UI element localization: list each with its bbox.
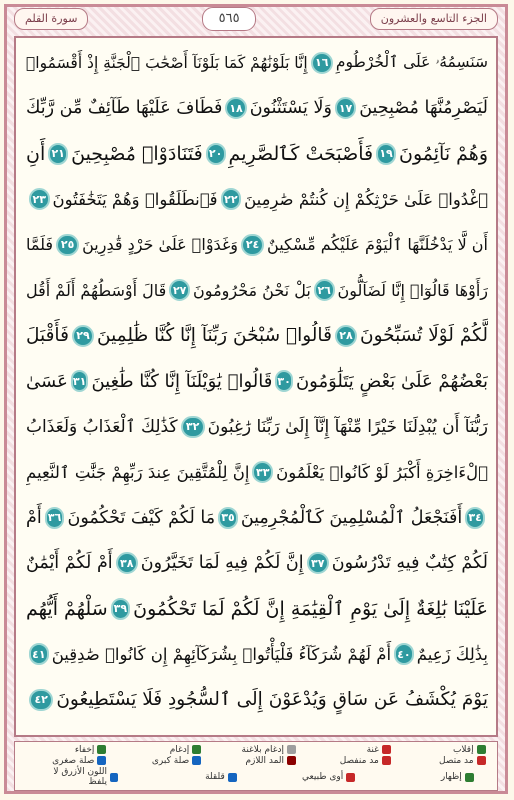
ayah-number-marker: ٣٠: [275, 370, 293, 392]
ayah-number-marker: ٢٧: [169, 279, 190, 301]
ayah-number-marker: ٤٠: [394, 643, 414, 665]
ayah-number-marker: ١٧: [335, 97, 356, 119]
legend-swatch: [97, 756, 106, 765]
verse-text: بَعْضُهُمْ عَلَىٰ بَعْضٍ يَتَلَٰوَمُونَ: [295, 370, 488, 392]
legend-label: اللون الأزرق لا يلفظ: [53, 767, 108, 788]
text-line: [26, 404, 488, 450]
verse-text: وَهُمْ نَآئِمُونَ: [399, 142, 488, 165]
verse-text: فَتَنَادَوْا۟ مُصْبِحِينَ: [71, 142, 203, 165]
legend-item: [121, 756, 201, 766]
text-line: [26, 40, 488, 86]
legend-label: إدغام: [169, 744, 190, 755]
ayah-number-marker: ٢٣: [29, 188, 50, 210]
legend-item: [121, 745, 201, 755]
verse-text: رَأَوْهَا قَالُوٓا۟ إِنَّا لَضَآلُّونَ: [337, 280, 488, 300]
ayah-number-marker: ٣٦: [45, 507, 65, 529]
ayah-number-marker: ٣٨: [116, 552, 138, 574]
text-line: [26, 131, 488, 177]
ayah-number-marker: ٣٥: [218, 507, 238, 529]
verse-text: أَمْ: [26, 507, 42, 528]
verse-text: بَلْ نَحْنُ مَحْرُومُونَ: [193, 280, 311, 300]
verse-text: أَنِ: [26, 142, 46, 165]
verse-text: بِذَٰلِكَ زَعِيمٌ: [416, 644, 488, 664]
verse-text: إِنَّ لَكُمْ فِيهِ لَمَا تَخَيَّرُونَ: [140, 553, 304, 574]
legend-item: [26, 756, 106, 766]
ayah-number-marker: ٢٦: [314, 279, 335, 301]
legend-label: المد اللازم: [245, 755, 285, 766]
ayah-number-marker: ٢٨: [335, 325, 357, 347]
verse-text: مَا لَكُمْ كَيْفَ تَحْكُمُونَ: [67, 507, 216, 528]
legend-item: [275, 767, 355, 787]
tajweed-legend: [14, 741, 498, 791]
legend-label: إخفاء: [74, 744, 95, 755]
ayah-number-marker: ٣١: [71, 370, 89, 392]
ayah-number-marker: ١٦: [311, 52, 333, 74]
legend-item: [216, 745, 296, 755]
verse-text: أَفَنَجْعَلُ ٱلْمُسْلِمِينَ كَٱلْمُجْرِمِينَ: [240, 507, 463, 528]
verse-text: أَن لَّا يَدْخُلَنَّهَا ٱلْيَوْمَ عَلَيْكُم مِّسْكِينٌ: [267, 235, 488, 255]
verse-text: ٱلْءَاخِرَةِ أَكْبَرُ لَوْ كَانُوا۟ يَعْلَمُونَ: [276, 462, 488, 482]
legend-item: [26, 745, 106, 755]
legend-swatch: [346, 773, 355, 782]
text-line: [26, 495, 488, 541]
text-line: [26, 450, 488, 496]
verse-text: فَأَصْبَحَتْ كَٱلصَّرِيمِ: [228, 142, 374, 165]
verse-text: عَلَيْنَا بَٰلِغَةٌ إِلَىٰ يَوْمِ ٱلْقِيَٰمَةِ إِنَّ لَكُمْ لَمَا تَحْكُمُونَ: [133, 597, 488, 620]
ayah-number-marker: ٣٣: [252, 461, 273, 483]
legend-label: صلة صغرى: [52, 755, 95, 766]
legend-label: غنة: [366, 744, 379, 755]
verse-text: لَّكُمْ لَوْلَا تُسَبِّحُونَ: [360, 325, 488, 347]
ayah-number-marker: ٤١: [29, 643, 49, 665]
legend-item: [311, 756, 391, 766]
verse-text: قَالُوا۟ يَٰوَيْلَنَآ إِنَّا كُنَّا طَٰغِينَ: [91, 370, 273, 392]
legend-swatch: [287, 756, 296, 765]
verse-text: فَطَافَ عَلَيْهَا طَآئِفٌ مِّن رَّبِّكَ: [26, 98, 223, 119]
legend-item: [406, 745, 486, 755]
verse-text: قَالُوا۟ سُبْحَٰنَ رَبِّنَآ إِنَّا كُنَّا ظَٰلِمِينَ: [97, 325, 332, 347]
ayah-number-marker: ٢٩: [72, 325, 94, 347]
legend-item: [38, 767, 118, 787]
quran-text-lines: [26, 40, 488, 735]
ayah-number-marker: ٢٤: [241, 234, 264, 256]
legend-swatch: [477, 745, 486, 754]
ayah-number-marker: ٣٢: [181, 416, 205, 438]
ayah-number-marker: ٢٢: [221, 188, 242, 210]
legend-label: أوى طبيعي: [302, 772, 344, 783]
ayah-number-marker: ٣٧: [307, 552, 329, 574]
verse-text: وَغَدَوْا۟ عَلَىٰ حَرْدٍ قَٰدِرِينَ: [82, 235, 239, 255]
verse-text: أَمْ لَكُمْ أَيْمَٰنٌ: [26, 553, 113, 574]
surah-label: سورة القلم: [14, 8, 88, 30]
verse-text: إِنَّ لِلْمُتَّقِينَ عِندَ رَبِّهِمْ جَنَّٰتِ ٱلنَّعِيمِ: [26, 462, 250, 482]
text-line: [26, 313, 488, 359]
ayah-number-marker: ١٨: [225, 97, 246, 119]
text-line: [26, 632, 488, 678]
verse-text: رَبُّنَآ أَن يُبْدِلَنَا خَيْرًا مِّنْهَآ إِنَّآ إِلَىٰ رَبِّنَا رَٰغِبُونَ: [207, 416, 488, 437]
page-number: ٥٦٥: [202, 7, 256, 31]
ayah-number-marker: ٢٠: [206, 143, 226, 165]
legend-swatch: [192, 756, 201, 765]
ayah-number-marker: ٢٥: [56, 234, 79, 256]
text-line: [26, 586, 488, 632]
verse-text: فَلَمَّا: [26, 235, 54, 255]
legend-item: [216, 756, 296, 766]
legend-label: إدغام بلاغنة: [241, 744, 285, 755]
text-line: [26, 677, 488, 723]
text-line: [26, 222, 488, 268]
legend-label: إظهار: [440, 772, 462, 783]
legend-swatch: [97, 745, 106, 754]
legend-item: [394, 767, 474, 787]
legend-swatch: [465, 773, 474, 782]
legend-label: قلقلة: [205, 772, 225, 783]
ayah-number-marker: ٢١: [48, 143, 68, 165]
legend-label: صلة كبرى: [151, 755, 190, 766]
verse-text: وَلَا يَسْتَثْنُونَ: [249, 98, 332, 119]
text-line: [26, 86, 488, 132]
verse-text: فَأَقْبَلَ: [26, 325, 69, 347]
legend-swatch: [287, 745, 296, 754]
verse-text: يَوْمَ يُكْشَفُ عَن سَاقٍ وَيُدْعَوْنَ إِلَى ٱلسُّجُودِ فَلَا يَسْتَطِيعُونَ: [56, 689, 488, 711]
legend-item: [311, 745, 391, 755]
verse-text: عَسَىٰ: [26, 370, 68, 392]
text-line: [26, 359, 488, 405]
ayah-number-marker: ٤٢: [29, 689, 53, 711]
legend-swatch: [192, 745, 201, 754]
legend-swatch: [228, 773, 237, 782]
legend-label: إقلاب: [452, 744, 474, 755]
legend-label: مد متصل: [439, 755, 474, 766]
verse-text: سَلْهُمْ أَيُّهُم: [26, 597, 108, 620]
ayah-number-marker: ٣٩: [111, 598, 131, 620]
text-line: [26, 177, 488, 223]
ayah-number-marker: ٣٤: [465, 507, 485, 529]
verse-text: ٱغْدُوا۟ عَلَىٰ حَرْثِكُمْ إِن كُنتُمْ صَٰرِمِينَ: [244, 189, 488, 209]
legend-swatch: [382, 756, 391, 765]
legend-swatch: [477, 756, 486, 765]
verse-text: لَيَصْرِمُنَّهَا مُصْبِحِينَ: [359, 98, 488, 119]
legend-swatch: [382, 745, 391, 754]
text-line: [26, 268, 488, 314]
legend-item: [157, 767, 237, 787]
legend-swatch: [110, 773, 118, 782]
text-line: [26, 541, 488, 587]
ayah-number-marker: ١٩: [376, 143, 396, 165]
legend-label: مد منفصل: [339, 755, 379, 766]
page-header: [14, 6, 498, 32]
verse-text: فَٱنطَلَقُوا۟ وَهُمْ يَتَخَٰفَتُونَ: [52, 189, 218, 209]
verse-text: قَالَ أَوْسَطُهُمْ أَلَمْ أَقُل: [26, 280, 167, 300]
verse-text: أَمْ لَهُمْ شُرَكَآءُ فَلْيَأْتُوا۟ بِشُرَكَآئِهِمْ إِن كَانُوا۟ صَٰدِقِينَ: [51, 644, 392, 664]
juz-label: الجزء التاسع والعشرون: [370, 8, 498, 30]
verse-text: لَكُمْ كِتَٰبٌ فِيهِ تَدْرُسُونَ: [331, 553, 488, 574]
verse-text: إِنَّا بَلَوْنَٰهُمْ كَمَا بَلَوْنَآ أَصْحَٰبَ ٱلْجَنَّةِ إِذْ أَقْسَمُوا۟: [26, 53, 308, 72]
verse-text: سَنَسِمُهُۥ عَلَى ٱلْخُرْطُومِ: [335, 53, 488, 72]
legend-item: [406, 756, 486, 766]
verse-text: كَذَٰلِكَ ٱلْعَذَابُ وَلَعَذَابُ: [26, 417, 178, 438]
